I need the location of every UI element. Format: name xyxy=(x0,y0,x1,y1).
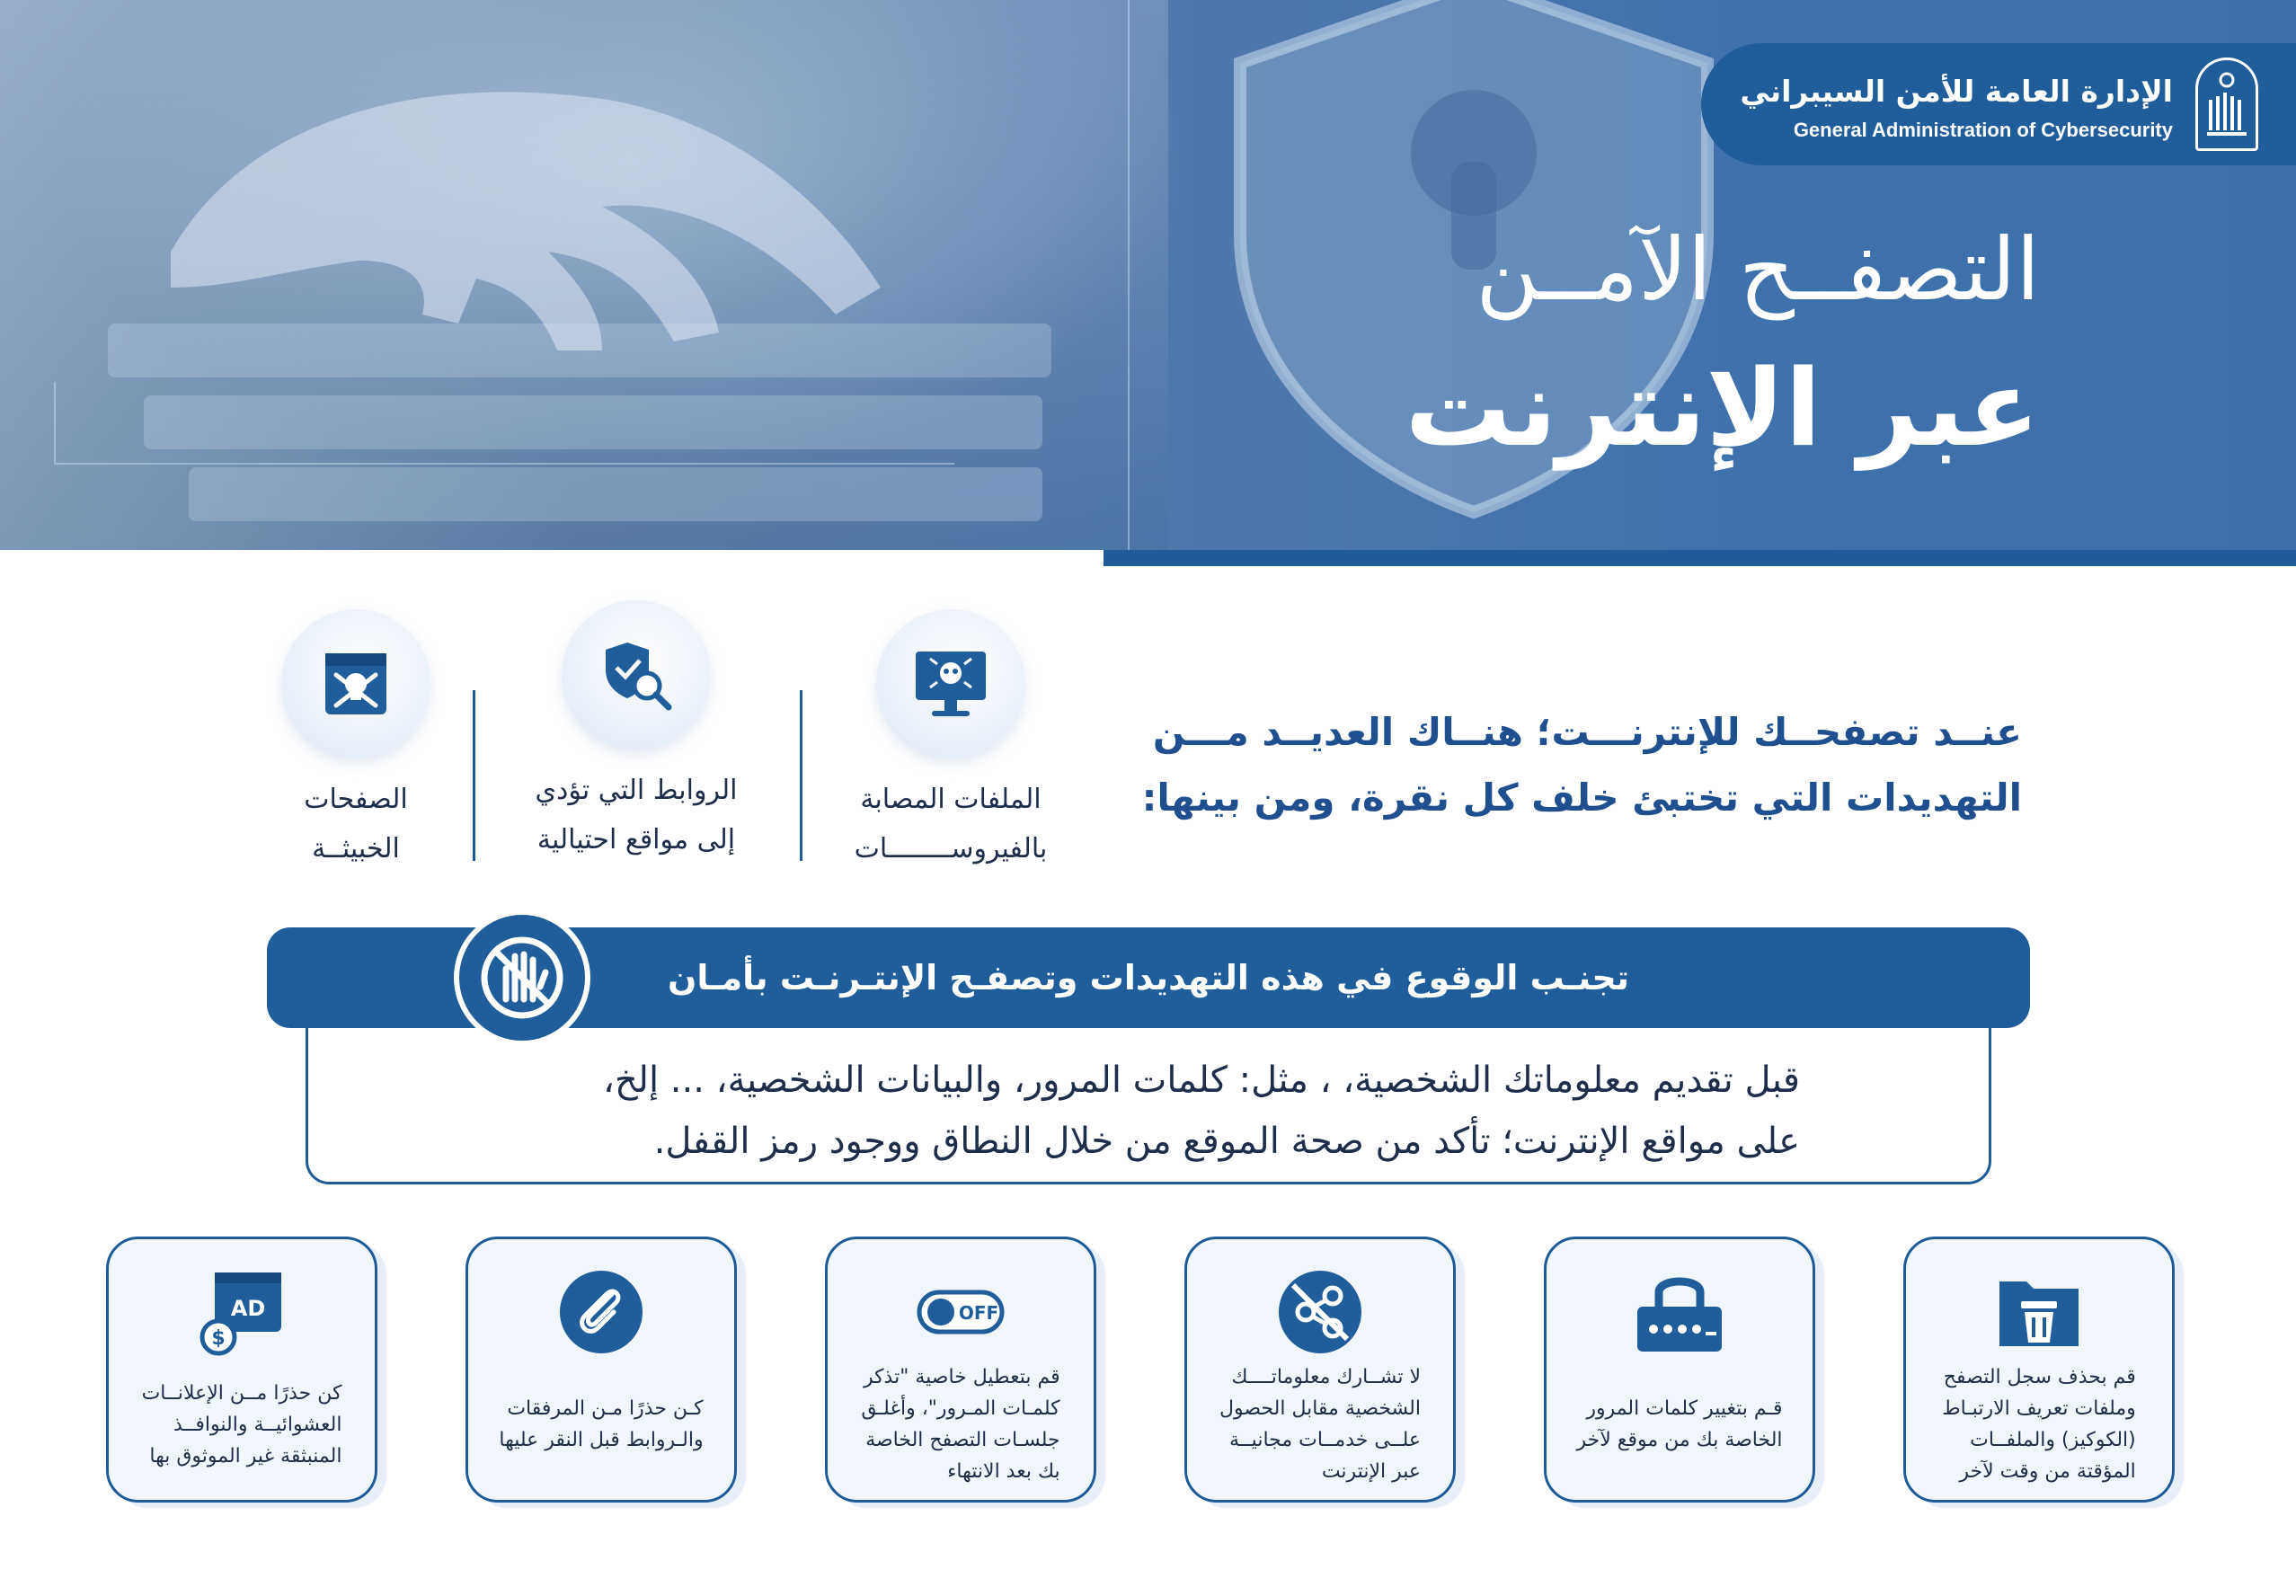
ad-dollar-icon xyxy=(197,1267,287,1357)
threat-label-line-1: الملفات المصابة xyxy=(860,784,1042,815)
card-text xyxy=(1926,1365,2152,1484)
card-text xyxy=(847,1365,1074,1484)
tip-text xyxy=(380,1050,1800,1172)
hud-divider xyxy=(1128,0,1130,550)
card-text-line: كلمـات المـرور"، وأغلـق xyxy=(861,1397,1060,1420)
card-text-line: وملفات تعريف الارتبـاط xyxy=(1942,1397,2136,1420)
advice-card-change-passwords xyxy=(1544,1237,1815,1503)
organization-name-arabic: الإدارة العامة للأمن السيبراني xyxy=(1740,74,2173,109)
tip-line-2: على مواقع الإنترنت؛ تأكد من صحة الموقع من خلال النطاق ووجود رمز القفل. xyxy=(653,1121,1800,1162)
card-text-line: علــى خدمــات مجانيــة xyxy=(1229,1429,1421,1451)
threat-fraud-links xyxy=(492,600,780,864)
card-text-line: بك بعد الانتهاء xyxy=(947,1460,1060,1483)
threat-label xyxy=(212,775,500,873)
card-text-line: الخاصة بك من موقع لآخر xyxy=(1576,1429,1783,1451)
card-text-line: العشوائيــة والنوافــذ xyxy=(173,1413,342,1436)
delete-folder-icon xyxy=(1994,1269,2084,1355)
card-text-line: المؤقتة من وقت لآخر xyxy=(1959,1460,2136,1483)
card-text xyxy=(1207,1365,1433,1484)
threat-icon-circle xyxy=(562,600,711,749)
card-text-line: كن حذرًا مــن الإعلانــات xyxy=(141,1381,342,1405)
intro-line-2: التهديدات التي تختبئ خلف كل نقرة، ومن بينها: xyxy=(1141,776,2022,820)
shield-search-icon xyxy=(598,637,674,713)
threat-label-line-1: الصفحات xyxy=(304,784,408,815)
hud-frame xyxy=(54,382,954,465)
university-logo xyxy=(2195,58,2258,151)
card-text-line: والـروابط قبل النقر عليها xyxy=(499,1429,704,1451)
svg-text:$: $ xyxy=(211,1327,226,1350)
card-text xyxy=(1566,1365,1793,1484)
card-text-line: قم بحذف سجل التصفح xyxy=(1943,1366,2136,1388)
card-text-line: لا تشــارك معلوماتــــك xyxy=(1231,1366,1421,1388)
organization-name-english: General Administration of Cybersecurity xyxy=(1793,119,2173,141)
stop-hand-icon xyxy=(477,933,567,1023)
threat-label-line-2: الخبيثــة xyxy=(312,833,400,864)
password-lock-icon xyxy=(1630,1267,1729,1357)
banner-title: تجنـب الوقوع في هذه التهديدات وتصفـح الإنتـرنـت بأمـان xyxy=(667,958,1630,998)
card-text xyxy=(129,1365,355,1484)
malicious-page-icon xyxy=(320,648,392,720)
ad-label: AD xyxy=(230,1296,266,1321)
toggle-off-icon xyxy=(916,1287,1006,1337)
card-text-line: (الكوكيز) والملفــات xyxy=(1970,1429,2136,1451)
typing-hand-image xyxy=(135,18,899,359)
paperclip-icon xyxy=(558,1269,644,1355)
card-text-line: جلسـات التصفح الخاصة xyxy=(865,1429,1060,1451)
advice-card-no-sharing xyxy=(1184,1237,1456,1503)
tip-line-1: قبل تقديم معلوماتك الشخصية، ، مثل: كلمات المرور، والبيانات الشخصية، ... إلخ، xyxy=(603,1060,1800,1101)
advice-card-clear-history xyxy=(1903,1237,2175,1503)
threats-intro xyxy=(1123,699,2022,830)
threat-label-line-1: الروابط التي تؤدي xyxy=(535,775,738,806)
card-text-line: قم بتعطيل خاصية "تذكر xyxy=(863,1366,1060,1388)
keyboard-key-row xyxy=(189,467,1042,521)
card-text-line: كـن حذرًا مـن المرفقات xyxy=(507,1397,704,1420)
threat-icon-circle xyxy=(281,609,430,758)
infected-monitor-icon xyxy=(910,646,991,722)
toggle-off-label: OFF xyxy=(958,1302,999,1324)
advice-card-attachments xyxy=(465,1237,737,1503)
threat-malicious-pages xyxy=(212,609,500,873)
hero-accent-bar xyxy=(1104,550,2296,566)
intro-line-1: عنــد تصفحــك للإنترنـــت؛ هنــاك العديــد مـــن xyxy=(1152,710,2022,754)
threat-label xyxy=(492,766,780,864)
advice-card-ads xyxy=(106,1237,377,1503)
threat-icon-circle xyxy=(876,609,1025,758)
page-title-line-2: عبر الإنترنت xyxy=(1405,346,2040,470)
share-blocked-icon xyxy=(1277,1269,1363,1355)
hero-banner xyxy=(0,0,2296,550)
threat-label xyxy=(807,775,1095,873)
card-text xyxy=(488,1365,714,1484)
personal-info-tip xyxy=(306,1028,1991,1184)
threat-label-line-2: إلى مواقع احتيالية xyxy=(536,824,736,856)
threat-label-line-2: بالفيروســــــــات xyxy=(854,833,1048,864)
threat-divider xyxy=(800,690,802,861)
organization-badge xyxy=(1701,43,2296,165)
card-text-line: قـم بتغيير كلمات المرور xyxy=(1586,1397,1783,1420)
advice-card-disable-remember xyxy=(825,1237,1096,1503)
page-title-line-1: التصفــح الآمــن xyxy=(1476,219,2040,320)
card-text-line: المنبثقة غير الموثوق بها xyxy=(149,1444,342,1467)
card-text-line: الشخصية مقابل الحصول xyxy=(1219,1397,1421,1420)
threat-infected-files xyxy=(807,609,1095,873)
card-text-line: عبر الإنترنت xyxy=(1321,1460,1421,1483)
stop-badge xyxy=(454,909,590,1046)
